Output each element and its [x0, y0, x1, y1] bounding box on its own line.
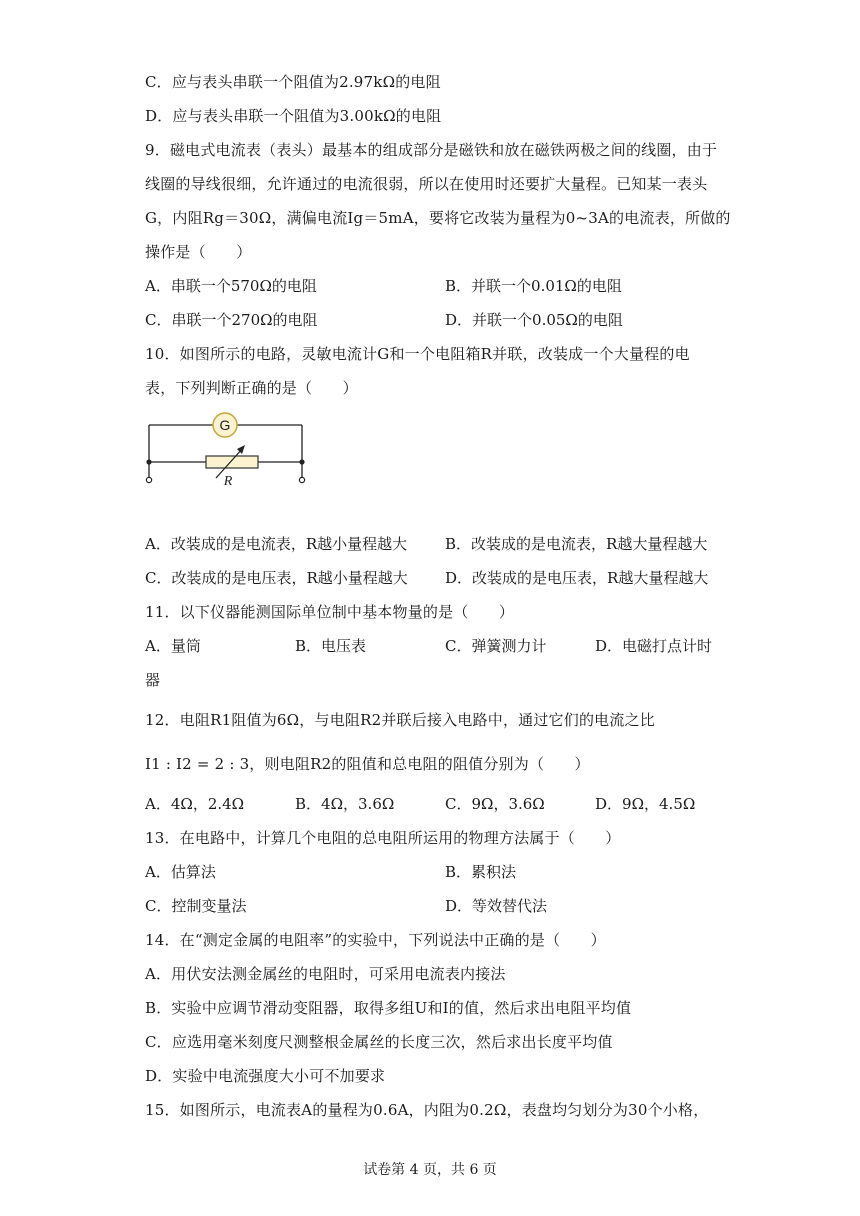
q9-option-b: B．并联一个0.01Ω的电阻	[445, 277, 622, 295]
q10-option-d: D．改装成的是电压表，R越大量程越大	[445, 569, 709, 587]
q13-option-c: C．控制变量法	[145, 897, 247, 915]
galvanometer-label: G	[219, 417, 231, 433]
q11-option-a: A．量筒	[145, 637, 201, 655]
q12-option-c: C．9Ω，3.6Ω	[445, 795, 545, 813]
q12-option-d: D．9Ω，4.5Ω	[595, 795, 696, 813]
q8-option-c: C．应与表头串联一个阻值为2.97kΩ的电阻	[145, 73, 441, 91]
q9-text-line: 操作是（ ）	[145, 243, 252, 261]
q14-option-c: C．应选用毫米刻度尺测整根金属丝的长度三次，然后求出长度平均值	[145, 1033, 613, 1051]
q12-option-a: A．4Ω，2.4Ω	[145, 795, 245, 813]
terminal-left	[146, 477, 151, 482]
q11-text: 11．以下仪器能测国际单位制中基本物量的是（ ）	[145, 603, 515, 621]
q9-option-c: C．串联一个270Ω的电阻	[145, 311, 318, 329]
q9-option-a: A．串联一个570Ω的电阻	[145, 277, 317, 295]
q11-option-c: C．弹簧测力计	[445, 637, 547, 655]
q13-option-a: A．估算法	[145, 863, 216, 881]
q11-option-b: B．电压表	[295, 637, 367, 655]
junction-dot-left	[146, 459, 151, 464]
q8-option-d: D．应与表头串联一个阻值为3.00kΩ的电阻	[145, 107, 442, 125]
q9-option-d: D．并联一个0.05Ω的电阻	[445, 311, 623, 329]
q9-text-line: 线圈的导线很细，允许通过的电流很弱，所以在使用时还要扩大量程。已知某一表头	[145, 175, 708, 193]
q14-text: 14．在“测定金属的电阻率”的实验中，下列说法中正确的是（ ）	[145, 931, 606, 949]
page-footer: 试卷第 4 页，共 6 页	[363, 1162, 497, 1178]
q12-text-line: I1 : I2 = 2 : 3，则电阻R2的阻值和总电阻的阻值分别为（ ）	[145, 755, 590, 773]
junction-dot-right	[299, 459, 304, 464]
resistor-label: R	[223, 474, 233, 489]
rheostat-icon	[206, 456, 258, 468]
terminal-right	[299, 477, 304, 482]
q14-option-b: B．实验中应调节滑动变阻器，取得多组U和I的值，然后求出电阻平均值	[145, 999, 632, 1017]
q14-option-d: D．实验中电流强度大小可不加要求	[145, 1067, 386, 1085]
q15-text-line: 15．如图所示，电流表A的量程为0.6A，内阻为0.2Ω，表盘均匀划分为30个小格，	[145, 1101, 709, 1119]
q10-option-c: C．改装成的是电压表，R越小量程越大	[145, 569, 408, 587]
q10-option-a: A．改装成的是电流表，R越小量程越大	[145, 535, 408, 553]
q11-option-d-continued: 器	[145, 671, 161, 689]
q14-option-a: A．用伏安法测金属丝的电阻时，可采用电流表内接法	[145, 965, 506, 983]
circuit-diagram	[140, 410, 310, 490]
q13-option-b: B．累积法	[445, 863, 517, 881]
q12-option-b: B．4Ω，3.6Ω	[295, 795, 395, 813]
q12-text-line: 12．电阻R1阻值为6Ω，与电阻R2并联后接入电路中，通过它们的电流之比	[145, 711, 655, 729]
q11-option-d: D．电磁打点计时	[595, 637, 713, 655]
q9-text-line: 9．磁电式电流表（表头）最基本的组成部分是磁铁和放在磁铁两极之间的线圈，由于	[145, 141, 718, 159]
q10-option-b: B．改装成的是电流表，R越大量程越大	[445, 535, 708, 553]
q10-text-line: 表，下列判断正确的是（ ）	[145, 379, 358, 397]
q10-text-line: 10．如图所示的电路，灵敏电流计G和一个电阻箱R并联，改装成一个大量程的电	[145, 345, 690, 363]
q13-option-d: D．等效替代法	[445, 897, 548, 915]
q9-text-line: G，内阻Rg＝30Ω，满偏电流Ig＝5mA，要将它改装为量程为0~3A的电流表，所做的	[145, 209, 731, 227]
q13-text: 13．在电路中，计算几个电阻的总电阻所运用的物理方法属于（ ）	[145, 829, 621, 847]
